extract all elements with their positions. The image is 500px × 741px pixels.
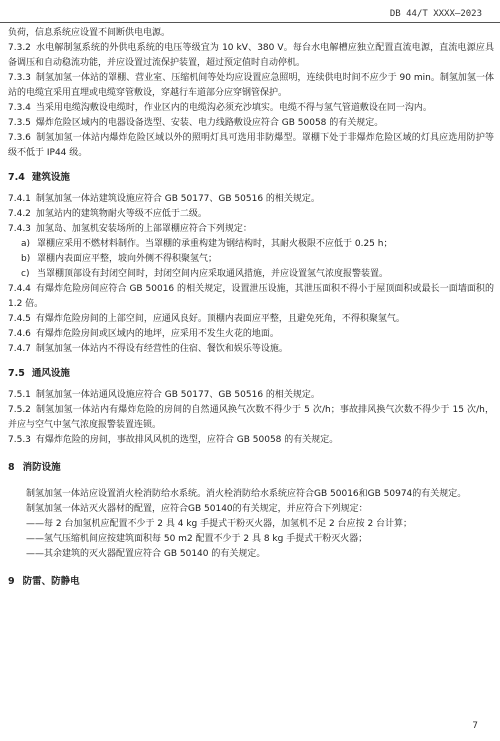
page-number: 7 [472,721,478,731]
header-divider [0,22,500,23]
clause-text: 有爆炸危险房间应符合 GB 50016 的相关规定，设置泄压设施，其泄压面积不得小于屋顶面积或最长一面墙面积的 1.2 倍。 [8,284,494,309]
page-content [8,26,494,601]
chapter-number: 8 [8,462,15,473]
list-item-b [8,252,494,267]
list-item-a [8,237,494,252]
clause-text: 有爆炸危险的房间，事故排风风机的选型，应符合 GB 50058 的有关规定。 [35,435,339,445]
chapter-heading: 防雷、防静电 [22,576,80,587]
standard-code: DB 44/T XXXX—2023 [389,9,482,19]
list-text: 罩棚内表面应平整，坡向外侧不得积聚氢气； [37,254,218,264]
paragraph: 制氢加氢一体站应设置消火栓消防给水系统。消火栓消防给水系统应符合GB 50016和GB 50974的有关规定。 [26,489,467,499]
clause-7-5-2 [8,403,494,433]
clause-text: 制氢加氢一体站内有爆炸危险的房间的自然通风换气次数不得少于 5 次/h；事故排风换气次数不得少于 15 次/h，并应与空气中氢气浓度报警装置连锁。 [8,405,494,430]
clause-text: 加氢岛、加氢机安装场所的上部罩棚应符合下列规定： [35,224,252,234]
section-heading: 通风设施 [31,368,70,379]
section-7-5-title [8,366,494,381]
clause-number: 7.4.7 [8,344,31,354]
clause-text: 制氢加氢一体站通风设施应符合 GB 50177、GB 50516 的相关规定。 [35,390,320,400]
clause-number: 7.4.1 [8,194,31,204]
clause-7-4-6 [8,327,494,342]
list-text: 当罩棚顶部设有封闭空间时，封闭空间内应采取通风措施，并应设置氢气浓度报警装置。 [37,269,389,279]
clause-number: 7.3.6 [8,133,31,143]
clause-7-3-3 [8,71,494,101]
clause-number: 7.3.3 [8,73,31,83]
clause-text: 制氢加氢一体站建筑设施应符合 GB 50177、GB 50516 的相关规定。 [35,194,320,204]
clause-text: 当采用电缆沟敷设电缆时，作业区内的电缆沟必须充沙填实。电缆不得与氢气管道敷设在同一沟内。 [35,103,432,113]
clause-text: 有爆炸危险房间的上部空间，应通风良好。顶棚内表面应平整，且避免死角，不得积聚氢气。 [35,314,405,324]
clause-number: 7.4.4 [8,284,31,294]
section-7-4-title [8,170,494,185]
section-heading: 建筑设施 [31,172,70,183]
clause-7-3-2 [8,41,494,71]
paragraph: 制氢加氢一体站灭火器材的配置，应符合GB 50140的有关规定，并应符合下列规定： [26,504,368,514]
dash-item: ——氢气压缩机间应按建筑面积每 50 m2 配置不少于 2 具 8 kg 手提式干粉灭火器； [26,534,368,544]
dash-item: ——每 2 台加氢机应配置不少于 2 具 4 kg 手提式干粉灭火器，加氢机不足 2 台应按 2 台计算； [26,519,413,529]
paragraph: 负荷，信息系统应设置不间断供电电源。 [8,28,171,38]
clause-text: 爆炸危险区域内的电器设备选型、安装、电力线路敷设应符合 GB 50058 的有关规定。 [35,118,384,128]
clause-number: 7.3.5 [8,118,31,128]
list-marker: a) [21,239,31,249]
clause-7-4-7 [8,342,494,357]
clause-7-3-6 [8,131,494,161]
clause-7-3-5 [8,116,494,131]
clause-7-4-5 [8,312,494,327]
list-item-c [8,267,494,282]
clause-7-4-3 [8,222,494,237]
clause-text: 制氢加氢一体站内爆炸危险区域以外的照明灯具可选用非防爆型。罩棚下处于非爆炸危险区域的灯具应选用防护等级不低于 IP44 级。 [8,133,494,158]
clause-number: 7.5.1 [8,390,31,400]
list-marker: c) [21,269,30,279]
clause-7-4-1 [8,192,494,207]
chapter-heading: 消防设施 [22,462,61,473]
clause-number: 7.4.6 [8,329,31,339]
clause-number: 7.3.2 [8,43,31,53]
clause-text: 制氢加氢一体站内不得设有经营性的住宿、餐饮和娱乐等设施。 [35,344,288,354]
clause-text: 加氢站内的建筑物耐火等级不应低于二级。 [35,209,207,219]
section-number: 7.5 [8,368,25,379]
clause-number: 7.4.5 [8,314,31,324]
chapter-9-title [8,574,494,589]
clause-text: 有爆炸危险房间或区域内的地坪，应采用不发生火花的地面。 [35,329,279,339]
clause-number: 7.3.4 [8,103,31,113]
clause-7-5-1 [8,388,494,403]
list-marker: b) [21,254,31,264]
list-text: 罩棚应采用不燃材料制作。当罩棚的承重构建为钢结构时，其耐火极限不应低于 0.25 h； [37,239,393,249]
chapter-number: 9 [8,576,15,587]
clause-number: 7.5.3 [8,435,31,445]
chapter-8-title [8,460,494,475]
dash-item: ——其余建筑的灭火器配置应符合 GB 50140 的有关规定。 [26,549,266,559]
clause-7-4-2 [8,207,494,222]
clause-7-4-4 [8,282,494,312]
clause-7-3-4 [8,101,494,116]
clause-number: 7.5.2 [8,405,31,415]
clause-7-5-3 [8,433,494,448]
clause-number: 7.4.2 [8,209,31,219]
clause-number: 7.4.3 [8,224,31,234]
section-number: 7.4 [8,172,25,183]
clause-text: 制氢加氢一体站的罩棚、营业室、压缩机间等处均应设置应急照明，连续供电时间不应少于 90 min。制氢加氢一体站的电缆宜采用直埋或电缆穿管敷设，穿越行车道部分应穿钢管保护。 [8,73,494,98]
clause-text: 水电解制氢系统的外供电系统的电压等级宜为 10 kV、380 V。每台水电解槽应独立配置直流电源，直流电源应具备调压和自动稳流功能，并应设置过流保护装置，超过预定值时自动停机。 [8,43,494,68]
